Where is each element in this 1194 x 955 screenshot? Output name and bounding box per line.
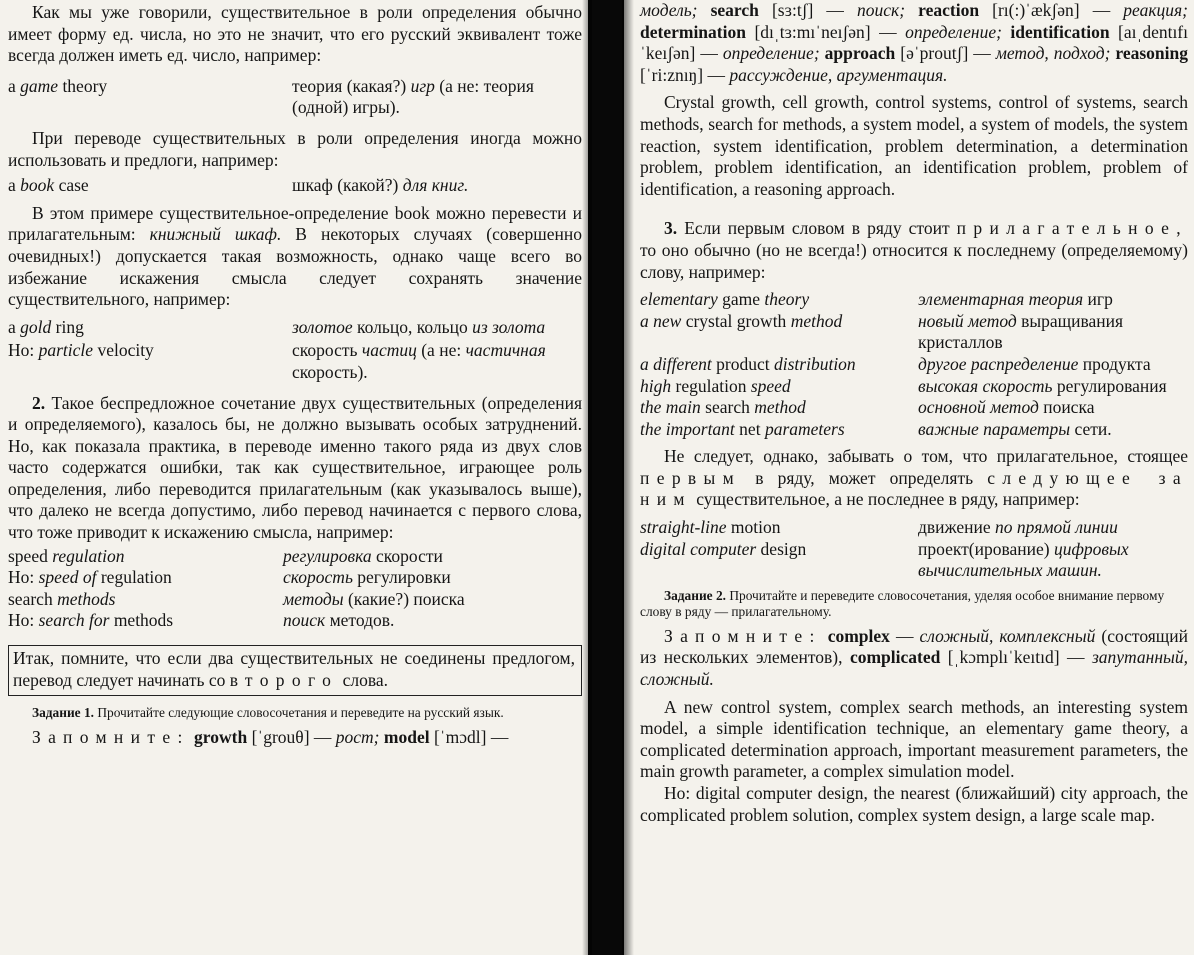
term-bold: complex — [821, 625, 890, 646]
term-bold: identification — [1001, 21, 1110, 42]
example-ru-italic: цифровых вычислительных машин. — [918, 538, 1129, 581]
exercise-phrases-3: Но: digital computer design, the nearest (ближайший) city approach, the complicated problem solution, complex system design, a large scale map. — [640, 783, 1188, 825]
example-ru-text: скорость). — [292, 361, 368, 382]
example-ru-text: регулировки — [352, 567, 451, 588]
example-en-italic: theory — [764, 289, 810, 310]
example-en-italic: a different — [640, 353, 712, 374]
example-ru-italic: скорость — [283, 567, 353, 588]
example-en-text: regulation — [96, 567, 172, 588]
example-en-text: velocity — [93, 340, 154, 361]
example-en-italic: book — [20, 175, 55, 196]
example-ru-text: (а не: — [416, 340, 466, 361]
term-italic: рассуждение, аргументация. — [729, 64, 948, 85]
paragraph-text: существительное, а не последнее в ряду, например: — [691, 489, 1080, 510]
example-en-text: a — [8, 316, 21, 337]
example-en-text: a — [8, 175, 21, 196]
example-ru-text: игр — [1083, 289, 1113, 310]
book-gutter-shadow — [588, 0, 624, 955]
example-en-text: a — [8, 75, 21, 96]
example-en-italic: speed of — [38, 567, 97, 588]
paragraph-4 — [8, 393, 582, 544]
term-text: [dıˌtɜ:mıˈneıʃən] — — [745, 21, 906, 42]
example-ru-italic: частичная — [465, 340, 546, 361]
example-row — [640, 539, 1188, 582]
example-en-text: game — [717, 289, 765, 310]
example-ru-italic: элементарная теория — [918, 289, 1084, 310]
example-en-text: search — [8, 588, 58, 609]
term-italic: определение; — [905, 21, 1002, 42]
term-text: [ˈri:znıŋ] — — [640, 64, 730, 85]
example-ru-text: проект(ирование) — [918, 538, 1054, 559]
example-en-text: Но: — [8, 567, 39, 588]
example-particle-velocity — [8, 340, 582, 383]
term-italic: поиск; — [857, 0, 906, 20]
example-en-text: speed — [8, 545, 53, 566]
example-ru-italic: регулировка — [283, 545, 372, 566]
example-row — [640, 419, 1188, 441]
example-ru-text: (а не: теория (одной) игры). — [292, 75, 534, 118]
term-text: [ˈmɔdl] — — [429, 727, 509, 748]
example-en-text: ring — [51, 316, 84, 337]
example-ru-italic: игр — [410, 75, 435, 96]
paragraph-1: Как мы уже говорили, существительное в роли определения обычно имеет форму ед. числа, но это не значит, что его русский эквивалент тоже всегда должен иметь ед. число, например: — [8, 2, 582, 66]
example-ru-italic: для книг. — [402, 175, 469, 196]
remember-line — [8, 727, 582, 749]
section-number: 3. — [664, 218, 678, 239]
left-page-content — [8, 2, 582, 749]
example-row — [640, 376, 1188, 398]
example-ru-text: регулирования — [1052, 375, 1167, 396]
example-en-italic: search for — [38, 610, 110, 631]
spaced-word: прилагательное, — [956, 218, 1188, 239]
example-en-text: case — [54, 175, 89, 196]
example-row — [8, 567, 582, 589]
rule-box-spaced: второго — [229, 669, 339, 690]
example-en-text: search — [700, 397, 755, 418]
rule-box — [8, 645, 582, 696]
example-ru-italic: по прямой линии — [995, 517, 1118, 538]
paragraph-text: Если первым словом в ряду стоит — [677, 218, 957, 239]
example-en-italic: high — [640, 375, 672, 396]
example-en-italic: methods — [57, 588, 116, 609]
example-en-text: product — [711, 353, 774, 374]
example-row — [640, 517, 1188, 539]
example-ru-text: теория (какая?) — [292, 75, 411, 96]
example-ru-italic: из золота — [472, 316, 546, 337]
example-en-text: methods — [109, 610, 174, 631]
example-ru-italic: основной метод — [918, 397, 1039, 418]
example-en-text: motion — [726, 517, 781, 538]
term-italic: модель; — [640, 0, 698, 20]
example-en-text: Но: — [8, 610, 39, 631]
task-1-label: Задание 1. — [32, 705, 94, 721]
example-row — [640, 397, 1188, 419]
example-row — [8, 610, 582, 632]
term-text: [ˌkɔmplıˈkeıtıd] — — [940, 647, 1092, 668]
example-en-italic: straight-line — [640, 517, 727, 538]
example-en-text: Но: — [8, 340, 39, 361]
term-italic: определение; — [722, 43, 820, 64]
example-game-theory — [8, 76, 582, 119]
paragraph-3-italic: книжный шкаф. — [149, 224, 282, 245]
example-en-italic: gold — [20, 316, 52, 337]
example-en-italic: particle — [38, 340, 94, 361]
spaced-word: первым — [640, 467, 742, 488]
example-ru-text: поиска — [1038, 397, 1095, 418]
example-en-italic: regulation — [52, 545, 125, 566]
term-text: (состоящий из нескольких элементов), — [640, 625, 1188, 668]
term-text: [əˈproutʃ] — — [895, 43, 996, 64]
example-ru-italic: частиц — [361, 340, 417, 361]
term-text: [sɜ:tʃ] — — [758, 0, 858, 20]
task-2 — [640, 588, 1188, 620]
example-en-italic: a new — [640, 310, 682, 331]
example-row — [8, 589, 582, 611]
example-en-text: theory — [58, 75, 108, 96]
remember-complex — [640, 626, 1188, 691]
exercise-phrases-1: Crystal growth, cell growth, control systems, control of systems, search methods, search for methods, a system model, a system of models, the system reaction, system identification, problem determination, a determination problem, problem identification, an identification problem, problem of identification, a reasoning approach. — [640, 92, 1188, 199]
term-bold: reaction — [905, 0, 980, 20]
term-italic: реакция; — [1123, 0, 1188, 20]
term-text: — — [889, 625, 920, 646]
example-en-text: regulation — [671, 375, 751, 396]
example-ru-text: кольцо, кольцо — [352, 316, 473, 337]
paragraph-2: При переводе существительных в роли определения иногда можно использовать и предлоги, например: — [8, 127, 582, 170]
term-bold: search — [697, 0, 759, 20]
paragraph-warning — [640, 446, 1188, 511]
rule-box-text: слова. — [338, 669, 388, 690]
section-number: 2. — [32, 392, 46, 413]
term-bold: approach — [819, 43, 896, 64]
paragraph-4-text: Такое беспредложное сочетание двух существительных (определения и определяемого), казалось бы, не должно вызывать особых затруднений. Но, как показала практика, в переводе именно такого ряда из двух слов часто содержатся ошибки, так как существительное, играющее роль определения, либо переводится прилагательным (как указывалось выше), что далеко не всегда допустимо, либо перевод начинается с первого слова, что тоже приводит к искажению смысла, например: — [8, 392, 582, 543]
term-text: [ˈgrouθ] — — [247, 727, 336, 748]
paragraph-3 — [8, 203, 582, 311]
example-row — [640, 289, 1188, 311]
example-ru-italic: новый метод — [918, 310, 1017, 331]
term-text: [rı(:)ˈækʃən] — — [979, 0, 1124, 20]
example-ru-text: (какие?) поиска — [343, 588, 465, 609]
right-page-content — [640, 0, 1188, 826]
example-en-italic: the important — [640, 418, 735, 439]
term-italic: рост; — [335, 727, 380, 748]
example-ru-text: движение — [918, 517, 996, 538]
task-1-text: Прочитайте следующие словосочетания и переведите на русский язык. — [94, 705, 504, 721]
example-ru-text: скорость — [292, 340, 362, 361]
term-italic: запутанный, сложный. — [640, 647, 1188, 690]
example-ru-italic: высокая скорость — [918, 375, 1053, 396]
task-2-text: Прочитайте и переведите словосочетания, уделяя особое внимание первому слову в ряду — прилагательному. — [640, 587, 1165, 619]
example-ru-text: сети. — [1070, 418, 1112, 439]
paragraph-3-rule — [640, 218, 1188, 283]
glossary-continuation — [640, 0, 1188, 86]
example-gold-ring — [8, 317, 582, 339]
example-en-italic: speed — [750, 375, 791, 396]
term-text: [aıˌdentıfıˈkeıʃən] — — [640, 21, 1188, 64]
left-page — [0, 0, 590, 955]
example-book-case — [8, 175, 582, 197]
example-ru-text: скорости — [371, 545, 443, 566]
example-en-italic: elementary — [640, 289, 718, 310]
paragraph-3-text: В некоторых случаях (совершенно очевидных!) допускается такая возможность, однако чаще всего во избежание искажения смысла следует сохранять значение существительного, например: — [8, 224, 582, 310]
exercise-phrases-2: A new control system, complex search methods, an interesting system model, a simple identification technique, an elementary game theory, a complicated determination approach, important measurement parameters, the main growth parameter, a complex simulation model. — [640, 696, 1188, 782]
term-bold: model — [379, 727, 430, 748]
example-en-italic: method — [790, 310, 843, 331]
example-ru-italic: важные параметры — [918, 418, 1071, 439]
task-1 — [8, 705, 582, 721]
example-row — [640, 311, 1188, 354]
paragraph-text: то оно обычно (но не всегда!) относится к последнему (определяемому) слову, например: — [640, 239, 1188, 282]
term-italic: метод, подход; — [995, 43, 1111, 64]
example-en-italic: distribution — [774, 353, 856, 374]
remember-label: Запомните: — [664, 625, 822, 646]
example-en-italic: parameters — [764, 418, 845, 439]
example-en-italic: digital computer — [640, 538, 757, 559]
paragraph-text: в ряду, может определять — [741, 467, 988, 488]
term-bold: determination — [640, 21, 746, 42]
right-page — [622, 0, 1194, 955]
example-en-italic: game — [20, 75, 59, 96]
example-ru-text: шкаф (какой?) — [292, 175, 403, 196]
term-italic: сложный, комплексный — [919, 625, 1096, 646]
term-bold: complicated — [849, 647, 941, 668]
paragraph-3-text: В этом примере существительное-определение book можно перевести и прилагательным: — [8, 202, 582, 245]
term-bold: growth — [189, 727, 248, 748]
paragraph-text: Не следует, однако, забывать о том, что прилагательное, стоящее — [664, 446, 1188, 467]
example-en-text: net — [734, 418, 765, 439]
example-row — [8, 546, 582, 568]
term-bold: reasoning — [1110, 43, 1188, 64]
example-ru-italic: поиск — [283, 610, 326, 631]
example-en-italic: method — [754, 397, 806, 418]
rule-box-text: Итак, помните, что если два существительных не соединены предлогом, перевод следует начинать со — [13, 648, 575, 690]
example-ru-text: методов. — [325, 610, 395, 631]
example-en-text: crystal growth — [681, 310, 791, 331]
example-en-text: design — [756, 538, 807, 559]
example-row — [640, 354, 1188, 376]
example-en-italic: the main — [640, 397, 701, 418]
remember-label: Запомните: — [32, 727, 190, 748]
example-ru-text: выращивания кристаллов — [918, 310, 1124, 353]
example-ru-italic: золотое — [292, 316, 353, 337]
task-2-label: Задание 2. — [664, 587, 726, 603]
example-ru-italic: методы — [283, 588, 344, 609]
spaced-word: следующее за ним — [640, 467, 1189, 510]
example-ru-italic: другое распределение — [918, 353, 1079, 374]
example-ru-text: продукта — [1078, 353, 1151, 374]
